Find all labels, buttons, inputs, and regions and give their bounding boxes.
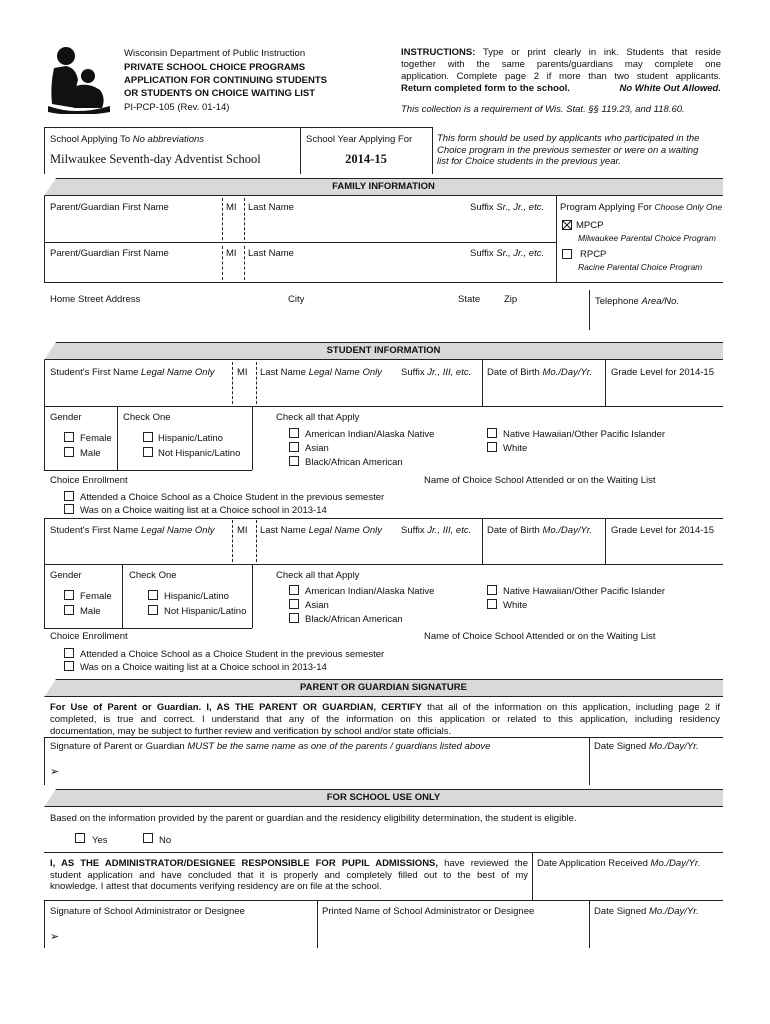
form-number: PI-PCP-105 (Rev. 01-14) <box>124 102 230 113</box>
family-info-heading: FAMILY INFORMATION <box>44 178 723 196</box>
parent2-mi-label: MI <box>226 248 237 259</box>
parent-signature-label: Signature of Parent or Guardian MUST be the same name as one of the parents / guardians listed above <box>50 741 491 752</box>
admin-signature-arrow-icon: ➢ <box>50 930 60 943</box>
mpcp-label: MPCP <box>576 220 604 231</box>
student1-male-checkbox[interactable] <box>64 447 74 457</box>
admin-signature-label: Signature of School Administrator or Designee <box>50 906 245 917</box>
student1-hispanic-checkbox[interactable] <box>143 432 153 442</box>
parent-signature-arrow-icon: ➢ <box>50 765 60 778</box>
student2-hispanic-label: Hispanic/Latino <box>164 591 229 602</box>
student1-race-pacific-islander-label: Native Hawaiian/Other Pacific Islander <box>503 429 666 440</box>
program-applying-label: Program Applying For Choose Only One <box>560 202 723 213</box>
form-usage-note: This form should be used by applicants who participated in the Choice program in the previous semester or were on a waiting list for Choice students in the previous year. <box>437 133 700 167</box>
student2-race-pacific-islander-checkbox[interactable] <box>487 585 497 595</box>
eligible-no-label: No <box>159 835 172 846</box>
student2-race-asian-checkbox[interactable] <box>289 599 299 609</box>
eligibility-statement: Based on the information provided by the parent or guardian and the residency eligibility determination, the student is eligible. <box>50 813 577 824</box>
parent1-mi-label: MI <box>226 202 237 213</box>
student1-not-hispanic-label: Not Hispanic/Latino <box>158 448 241 459</box>
administrator-attestation: I, AS THE ADMINISTRATOR/DESIGNEE RESPONSIBLE FOR PUPIL ADMISSIONS, have reviewed the student application and have concluded that it is properly and completely filled out to the best of my knowledge. I attest that documents verifying residency are on file at the school. <box>50 858 528 892</box>
no-white-out: No White Out Allowed. <box>619 83 721 94</box>
student1-attended-label: Attended a Choice School as a Choice Student in the previous semester <box>80 492 385 503</box>
student1-first-name-label: Student's First Name Legal Name Only <box>50 367 215 378</box>
student2-waiting-label: Was on a Choice waiting list at a Choice school in 2013-14 <box>80 662 327 673</box>
instructions-line-3: application. Complete page 2 if more than two student applicants. <box>401 71 721 82</box>
student1-last-name-label: Last Name Legal Name Only <box>260 367 382 378</box>
school-year-value[interactable]: 2014-15 <box>345 152 387 166</box>
admin-date-signed-label: Date Signed Mo./Day/Yr. <box>594 906 699 917</box>
rpcp-checkbox[interactable] <box>562 249 572 259</box>
student2-race-american-indian-label: American Indian/Alaska Native <box>305 586 435 597</box>
student2-race-black-checkbox[interactable] <box>289 613 299 623</box>
parent-certification: For Use of Parent or Guardian. I, AS THE PARENT OR GUARDIAN, CERTIFY that all of the information on this application, including page 2 if completed, is true and correct. I understand that any of the information on this application or related to this application, including residency documentation, may be subject to further review and verification by school and/or state officials. <box>50 702 720 737</box>
student2-race-pacific-islander-label: Native Hawaiian/Other Pacific Islander <box>503 586 666 597</box>
student2-male-checkbox[interactable] <box>64 605 74 615</box>
student1-race-pacific-islander-checkbox[interactable] <box>487 428 497 438</box>
eligible-no-checkbox[interactable] <box>143 833 153 843</box>
state-label: State <box>458 294 481 305</box>
student1-not-hispanic-checkbox[interactable] <box>143 447 153 457</box>
student1-attended-checkbox[interactable] <box>64 491 74 501</box>
student2-not-hispanic-checkbox[interactable] <box>148 605 158 615</box>
student2-female-checkbox[interactable] <box>64 590 74 600</box>
student1-suffix-label: Suffix Jr., III, etc. <box>401 367 472 378</box>
date-received-label: Date Application Received Mo./Day/Yr. <box>537 858 701 869</box>
student2-enrollment-label: Choice Enrollment <box>50 631 128 642</box>
parent1-first-name-label: Parent/Guardian First Name <box>50 202 169 213</box>
form-title-line-3: OR STUDENTS ON CHOICE WAITING LIST <box>124 88 316 99</box>
instructions-label: INSTRUCTIONS: <box>401 47 476 58</box>
student2-suffix-label: Suffix Jr., III, etc. <box>401 525 472 536</box>
student2-check-one-label: Check One <box>129 570 177 581</box>
student1-race-american-indian-label: American Indian/Alaska Native <box>305 429 435 440</box>
student2-check-all-label: Check all that Apply <box>276 570 360 581</box>
parent-signature-heading: PARENT OR GUARDIAN SIGNATURE <box>44 679 723 697</box>
student1-female-checkbox[interactable] <box>64 432 74 442</box>
rpcp-full-name: Racine Parental Choice Program <box>578 262 703 272</box>
school-year-label: School Year Applying For <box>306 134 413 145</box>
student-info-heading: STUDENT INFORMATION <box>44 342 723 360</box>
student1-gender-label: Gender <box>50 412 82 423</box>
city-label: City <box>288 294 305 305</box>
student1-race-american-indian-checkbox[interactable] <box>289 428 299 438</box>
student1-school-attended-label: Name of Choice School Attended or on the Waiting List <box>424 475 656 486</box>
eligible-yes-label: Yes <box>92 835 108 846</box>
student2-attended-checkbox[interactable] <box>64 648 74 658</box>
parent2-last-name-label: Last Name <box>248 248 294 259</box>
student1-grade-label: Grade Level for 2014-15 <box>611 367 714 378</box>
mpcp-checkbox[interactable] <box>562 220 572 230</box>
parent2-first-name-label: Parent/Guardian First Name <box>50 248 169 259</box>
student1-race-asian-checkbox[interactable] <box>289 442 299 452</box>
student2-mi-label: MI <box>237 525 248 536</box>
return-instruction: Return completed form to the school. <box>401 83 570 94</box>
parent2-suffix-label: Suffix Sr., Jr., etc. <box>470 248 545 259</box>
parent-date-signed-label: Date Signed Mo./Day/Yr. <box>594 741 699 752</box>
student2-last-name-label: Last Name Legal Name Only <box>260 525 382 536</box>
student1-check-one-label: Check One <box>123 412 171 423</box>
mpcp-full-name: Milwaukee Parental Choice Program <box>578 233 716 243</box>
agency-name: Wisconsin Department of Public Instruction <box>124 48 306 59</box>
form-title-line-2: APPLICATION FOR CONTINUING STUDENTS <box>124 75 328 86</box>
telephone-label: Telephone Area/No. <box>595 296 679 307</box>
school-applying-value[interactable]: Milwaukee Seventh-day Adventist School <box>50 152 261 166</box>
student1-dob-label: Date of Birth Mo./Day/Yr. <box>487 367 593 378</box>
student1-race-black-label: Black/African American <box>305 457 403 468</box>
instructions-line-1: Type or print clearly in ink. Students that reside <box>482 47 721 58</box>
student2-gender-label: Gender <box>50 570 82 581</box>
eligible-yes-checkbox[interactable] <box>75 833 85 843</box>
student1-check-all-label: Check all that Apply <box>276 412 360 423</box>
school-applying-label: School Applying To No abbreviations <box>50 134 205 145</box>
student2-race-white-label: White <box>503 600 528 611</box>
student2-race-american-indian-checkbox[interactable] <box>289 585 299 595</box>
admin-printed-name-label: Printed Name of School Administrator or Designee <box>322 906 535 917</box>
student1-race-white-checkbox[interactable] <box>487 442 497 452</box>
student2-dob-label: Date of Birth Mo./Day/Yr. <box>487 525 593 536</box>
dpi-logo <box>46 46 114 114</box>
form-title-line-1: PRIVATE SCHOOL CHOICE PROGRAMS <box>124 62 306 73</box>
student2-waiting-checkbox[interactable] <box>64 661 74 671</box>
school-use-heading: FOR SCHOOL USE ONLY <box>44 789 723 807</box>
student1-male-label: Male <box>80 448 101 459</box>
student2-hispanic-checkbox[interactable] <box>148 590 158 600</box>
student2-race-asian-label: Asian <box>305 600 329 611</box>
student2-race-black-label: Black/African American <box>305 614 403 625</box>
student2-male-label: Male <box>80 606 101 617</box>
student2-attended-label: Attended a Choice School as a Choice Student in the previous semester <box>80 649 385 660</box>
student1-female-label: Female <box>80 433 112 444</box>
parent1-last-name-label: Last Name <box>248 202 294 213</box>
student2-female-label: Female <box>80 591 112 602</box>
student1-enrollment-label: Choice Enrollment <box>50 475 128 486</box>
student1-race-white-label: White <box>503 443 528 454</box>
student2-grade-label: Grade Level for 2014-15 <box>611 525 714 536</box>
home-address-label: Home Street Address <box>50 294 141 305</box>
student2-race-white-checkbox[interactable] <box>487 599 497 609</box>
instructions-line-2: together with the same parents/guardians may complete one <box>401 59 721 70</box>
student2-school-attended-label: Name of Choice School Attended or on the Waiting List <box>424 631 656 642</box>
student1-race-black-checkbox[interactable] <box>289 456 299 466</box>
statute-note: This collection is a requirement of Wis. Stat. §§ 119.23, and 118.60. <box>401 104 685 115</box>
zip-label: Zip <box>504 294 518 305</box>
parent1-suffix-label: Suffix Sr., Jr., etc. <box>470 202 545 213</box>
student1-waiting-checkbox[interactable] <box>64 504 74 514</box>
student2-not-hispanic-label: Not Hispanic/Latino <box>164 606 247 617</box>
instructions <box>401 47 721 95</box>
student1-waiting-label: Was on a Choice waiting list at a Choice school in 2013-14 <box>80 505 327 516</box>
student1-race-asian-label: Asian <box>305 443 329 454</box>
student2-first-name-label: Student's First Name Legal Name Only <box>50 525 215 536</box>
student1-mi-label: MI <box>237 367 248 378</box>
rpcp-label: RPCP <box>580 249 607 260</box>
student1-hispanic-label: Hispanic/Latino <box>158 433 223 444</box>
